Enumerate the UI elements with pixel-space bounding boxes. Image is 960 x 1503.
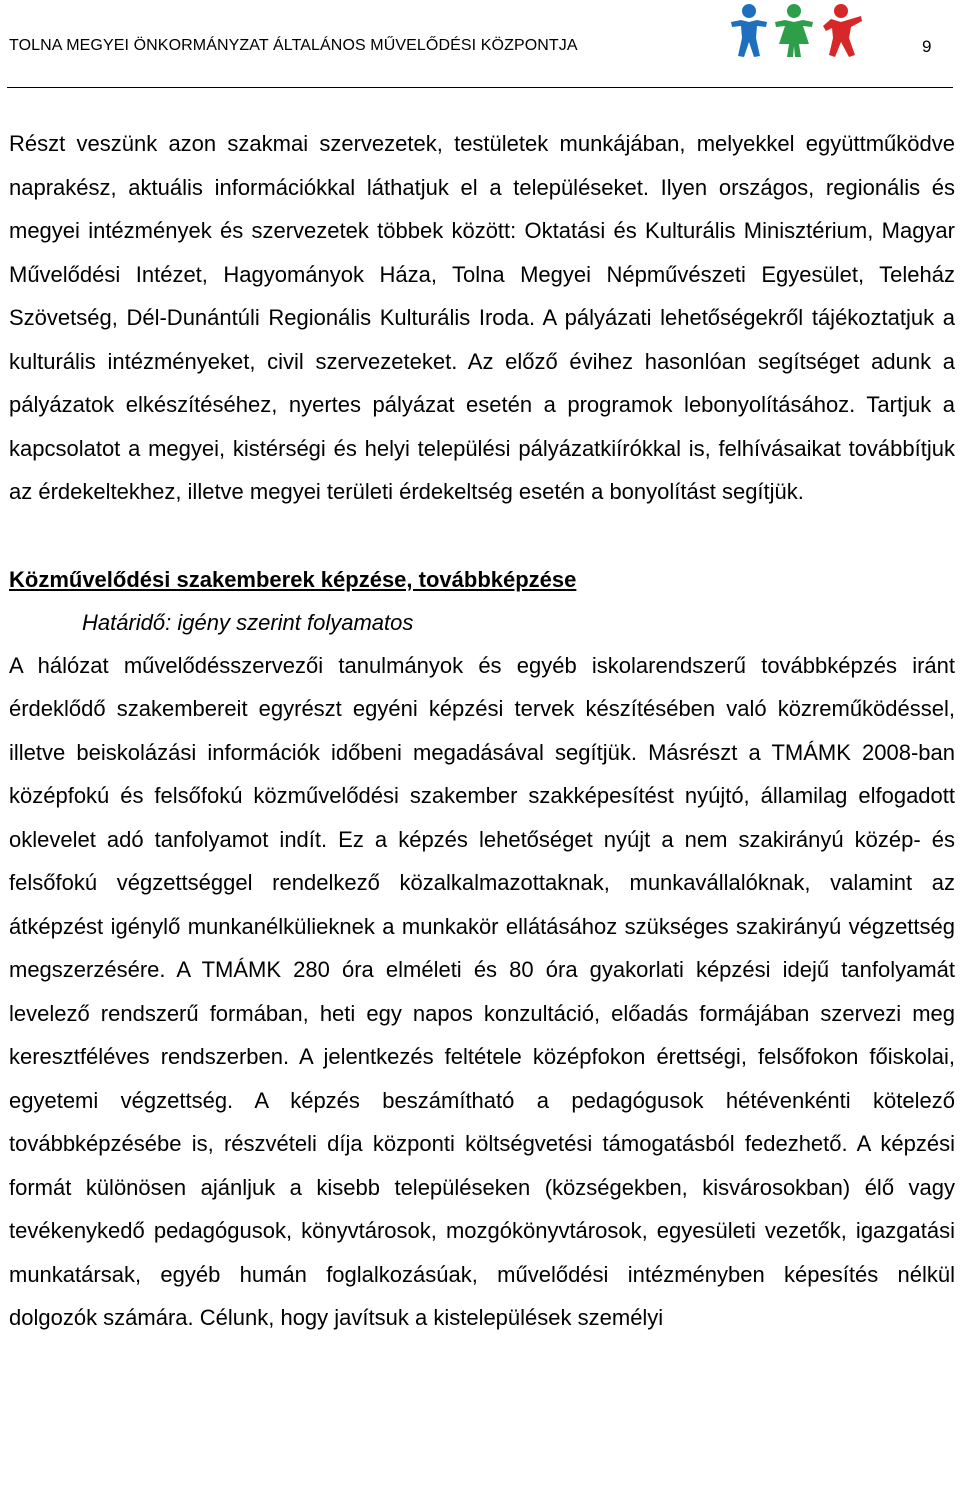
header-title: TOLNA MEGYEI ÖNKORMÁNYZAT ÁLTALÁNOS MŰVELŐDÉSI KÖZPONTJA	[9, 37, 578, 54]
three-children-figures-logo-icon	[727, 0, 865, 62]
section-heading: Közművelődési szakemberek képzése, továbbképzése	[9, 566, 577, 592]
section-spacer	[9, 514, 955, 558]
paragraph-partners: Részt veszünk azon szakmai szervezetek, testületek munkájában, melyekkel együttműködve naprakész, aktuális információkkal láthatjuk el a településeket. Ilyen országos, regionális és megyei intézmények és szervezetek többek között: Oktatási és Kulturális Minisztérium, Magyar Művelődési Intézet, Hagyományok Háza, Tolna Megyei Népművészeti Egyesület, Teleház Szövetség, Dél-Dunántúli Regionális Kulturális Iroda. A pályázati lehetőségekről tájékoztatjuk a kulturális intézményeket, civil szervezeteket. Az előző évihez hasonlóan segítséget adunk a pályázatok elkészítéséhez, nyertes pályázat esetén a programok lebonyolításához. Tartjuk a kapcsolatot a megyei, kistérségi és helyi települési pályázatkiírókkal is, felhívásaikat továbbítjuk az érdekeltekhez, illetve megyei területi érdekeltség esetén a bonyolítást segítjük.	[9, 131, 955, 504]
blue-child-figure	[731, 4, 767, 57]
green-child-figure	[775, 4, 813, 57]
page-header	[0, 0, 960, 96]
page-number: 9	[922, 37, 932, 56]
document-body	[9, 122, 955, 1340]
red-child-figure	[823, 4, 862, 57]
paragraph-training: A hálózat művelődésszervezői tanulmányok és egyéb iskolarendszerű továbbképzés iránt érdeklődő szakembereit egyrészt egyéni képzési tervek készítésében való közreműködéssel, illetve beiskolázási információk időbeni megadásával segítjük. Másrészt a TMÁMK 2008-ban középfokú és felsőfokú közművelődési szakember szakképesítést nyújtó, államilag elfogadott oklevelet adó tanfolyamot indít. Ez a képzés lehetőséget nyújt a nem szakirányú közép- és felsőfokú végzettséggel rendelkező közalkalmazottaknak, munkavállalóknak, valamint az átképzést igénylő munkanélkülieknek a munkakör ellátásához szükséges szakirányú végzettség megszerzésére. A TMÁMK 280 óra elméleti és 80 óra gyakorlati képzési idejű tanfolyamát levelező rendszerű formában, heti egy napos konzultáció, előadás formájában szervezi meg keresztféléves rendszerben. A jelentkezés feltétele középfokon érettségi, felsőfokon főiskolai, egyetemi végzettség. A képzés beszámítható a pedagógusok hétévenkénti kötelező továbbképzésébe is, részvételi díja központi költségvetési támogatásból fedezhető. A képzési formát különösen ajánljuk a kisebb településeken (községekben, kisvárosokban) élő vagy tevékenykedő pedagógusok, könyvtárosok, mozgókönyvtárosok, egyesületi vezetők, igazgatási munkatársak, egyéb humán foglalkozásúak, művelődési intézményben képesítés nélkül dolgozók számára. Célunk, hogy javítsuk a kistelepülések személyi	[9, 652, 955, 1330]
section-deadline: Határidő: igény szerint folyamatos	[82, 609, 414, 635]
header-divider	[7, 87, 953, 88]
